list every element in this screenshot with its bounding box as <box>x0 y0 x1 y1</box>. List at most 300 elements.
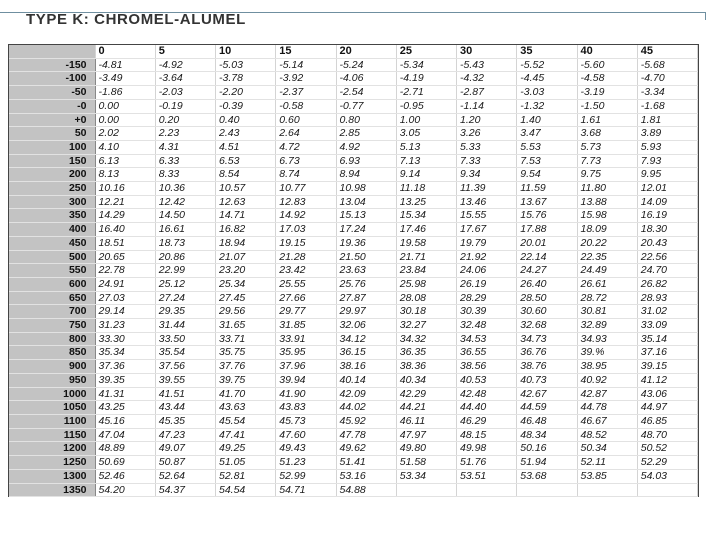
table-cell: 15.76 <box>517 209 577 223</box>
table-cell: -4.45 <box>517 72 577 86</box>
table-cell: 18.51 <box>95 236 155 250</box>
table-cell: -4.32 <box>457 72 517 86</box>
table-row <box>9 72 698 86</box>
table-cell: 4.92 <box>336 140 396 154</box>
table-cell: 14.92 <box>276 209 336 223</box>
table-cell: 14.50 <box>155 209 215 223</box>
table-row <box>9 127 698 141</box>
table-header-row <box>9 45 698 58</box>
table-cell: 20.43 <box>637 236 697 250</box>
table-cell: -4.58 <box>577 72 637 86</box>
column-header: 20 <box>336 45 396 58</box>
table-row <box>9 195 698 209</box>
table-cell: 16.40 <box>95 223 155 237</box>
table-cell: 23.20 <box>216 264 276 278</box>
table-cell: 19.36 <box>336 236 396 250</box>
table-cell: 25.34 <box>216 277 276 291</box>
table-cell: 28.50 <box>517 291 577 305</box>
table-cell: 32.89 <box>577 319 637 333</box>
table-cell: 53.16 <box>336 469 396 483</box>
table-cell: 34.93 <box>577 332 637 346</box>
table-cell: 22.99 <box>155 264 215 278</box>
table-cell: 49.43 <box>276 442 336 456</box>
row-header: -150 <box>9 58 95 72</box>
table-cell: 12.83 <box>276 195 336 209</box>
table-cell: 36.76 <box>517 346 577 360</box>
table-cell: 40.14 <box>336 373 396 387</box>
table-cell: 8.74 <box>276 168 336 182</box>
table-cell: 27.87 <box>336 291 396 305</box>
table-cell: 10.77 <box>276 182 336 196</box>
table-cell: 13.88 <box>577 195 637 209</box>
table-cell: 7.33 <box>457 154 517 168</box>
table-cell: 25.76 <box>336 277 396 291</box>
table-cell: 15.55 <box>457 209 517 223</box>
table-cell: 44.97 <box>637 401 697 415</box>
table-cell: -5.24 <box>336 58 396 72</box>
table-cell: 40.73 <box>517 373 577 387</box>
table-cell: 1.81 <box>637 113 697 127</box>
table-cell: 24.70 <box>637 264 697 278</box>
table-cell: -1.50 <box>577 99 637 113</box>
table-cell: 25.98 <box>396 277 456 291</box>
table-cell: 51.76 <box>457 456 517 470</box>
table-cell: -2.87 <box>457 86 517 100</box>
column-header: 10 <box>216 45 276 58</box>
table-cell: -1.32 <box>517 99 577 113</box>
table-cell: 7.73 <box>577 154 637 168</box>
table-cell: 40.92 <box>577 373 637 387</box>
table-cell: 45.35 <box>155 414 215 428</box>
table-cell: 15.98 <box>577 209 637 223</box>
table-cell: 9.34 <box>457 168 517 182</box>
column-header: 45 <box>637 45 697 58</box>
table-row <box>9 140 698 154</box>
table-row <box>9 250 698 264</box>
column-header: 30 <box>457 45 517 58</box>
column-header: 35 <box>517 45 577 58</box>
table-row <box>9 346 698 360</box>
table-cell: 36.35 <box>396 346 456 360</box>
table-cell: 54.03 <box>637 469 697 483</box>
table-cell: -4.81 <box>95 58 155 72</box>
table-cell: 45.54 <box>216 414 276 428</box>
table-cell: -3.49 <box>95 72 155 86</box>
row-header: 550 <box>9 264 95 278</box>
table-cell: 2.23 <box>155 127 215 141</box>
table-cell: 44.78 <box>577 401 637 415</box>
table-cell: 44.02 <box>336 401 396 415</box>
table-cell: 51.58 <box>396 456 456 470</box>
table-cell: 27.45 <box>216 291 276 305</box>
frame-right-tick <box>705 12 706 20</box>
row-header: 500 <box>9 250 95 264</box>
table-cell: 8.33 <box>155 168 215 182</box>
table-cell: 33.91 <box>276 332 336 346</box>
table-cell: -5.60 <box>577 58 637 72</box>
table-cell: 50.52 <box>637 442 697 456</box>
table-cell: 52.46 <box>95 469 155 483</box>
table-cell: 27.24 <box>155 291 215 305</box>
table-cell: 37.76 <box>216 360 276 374</box>
table-cell: 6.53 <box>216 154 276 168</box>
table-cell: 54.37 <box>155 483 215 497</box>
table-row <box>9 264 698 278</box>
table-cell: -4.06 <box>336 72 396 86</box>
table-cell: 39.35 <box>95 373 155 387</box>
table-cell: 13.46 <box>457 195 517 209</box>
table-cell: 1.20 <box>457 113 517 127</box>
table-cell: 52.99 <box>276 469 336 483</box>
table-cell: 29.14 <box>95 305 155 319</box>
table-cell: 53.51 <box>457 469 517 483</box>
table-cell: 48.89 <box>95 442 155 456</box>
table-row <box>9 277 698 291</box>
table-cell: 43.83 <box>276 401 336 415</box>
table-cell: 52.11 <box>577 456 637 470</box>
table-cell: 17.03 <box>276 223 336 237</box>
table-cell: 35.95 <box>276 346 336 360</box>
row-header: 250 <box>9 182 95 196</box>
table-cell: 11.59 <box>517 182 577 196</box>
table-cell: 30.18 <box>396 305 456 319</box>
table-cell: 13.25 <box>396 195 456 209</box>
table-cell: 39.55 <box>155 373 215 387</box>
table-cell: 42.09 <box>336 387 396 401</box>
table-title: TYPE K: CHROMEL-ALUMEL <box>26 11 246 28</box>
table-cell: 47.60 <box>276 428 336 442</box>
table-cell: 43.63 <box>216 401 276 415</box>
table-cell: 52.29 <box>637 456 697 470</box>
table-cell: 21.92 <box>457 250 517 264</box>
table-cell <box>517 483 577 497</box>
table-cell: 6.33 <box>155 154 215 168</box>
row-header: 1100 <box>9 414 95 428</box>
column-header: 0 <box>95 45 155 58</box>
table-row <box>9 154 698 168</box>
table-cell: 50.34 <box>577 442 637 456</box>
table-cell: 39.94 <box>276 373 336 387</box>
table-cell: -2.71 <box>396 86 456 100</box>
table-cell: 38.36 <box>396 360 456 374</box>
table-cell: 49.80 <box>396 442 456 456</box>
table-cell: -5.03 <box>216 58 276 72</box>
table-cell: 52.64 <box>155 469 215 483</box>
table-cell: -0.39 <box>216 99 276 113</box>
table-row <box>9 332 698 346</box>
table-cell: 31.02 <box>637 305 697 319</box>
table-cell: 7.93 <box>637 154 697 168</box>
table-cell: 21.71 <box>396 250 456 264</box>
table-cell: 9.75 <box>577 168 637 182</box>
table-cell: 47.78 <box>336 428 396 442</box>
table-cell: 28.72 <box>577 291 637 305</box>
row-header: 1150 <box>9 428 95 442</box>
row-header: -50 <box>9 86 95 100</box>
row-header: 50 <box>9 127 95 141</box>
row-header: -100 <box>9 72 95 86</box>
table-row <box>9 168 698 182</box>
table-cell: 8.54 <box>216 168 276 182</box>
table-cell: 32.48 <box>457 319 517 333</box>
table-cell: 46.11 <box>396 414 456 428</box>
table-cell: -2.37 <box>276 86 336 100</box>
table-row <box>9 360 698 374</box>
table-cell: 30.81 <box>577 305 637 319</box>
row-header: 650 <box>9 291 95 305</box>
table-cell: 34.32 <box>396 332 456 346</box>
table-cell: -1.68 <box>637 99 697 113</box>
table-cell: 17.24 <box>336 223 396 237</box>
table-cell: 24.91 <box>95 277 155 291</box>
table-cell: 23.63 <box>336 264 396 278</box>
table-cell: -3.03 <box>517 86 577 100</box>
table-cell: 45.92 <box>336 414 396 428</box>
table-cell: 19.58 <box>396 236 456 250</box>
table-cell: 37.16 <box>637 346 697 360</box>
table-cell: -5.52 <box>517 58 577 72</box>
row-header: 200 <box>9 168 95 182</box>
table-cell <box>577 483 637 497</box>
table-cell: 0.20 <box>155 113 215 127</box>
row-header: 400 <box>9 223 95 237</box>
table-cell: 49.62 <box>336 442 396 456</box>
table-cell: 34.12 <box>336 332 396 346</box>
table-cell: 41.51 <box>155 387 215 401</box>
table-cell: 0.80 <box>336 113 396 127</box>
thermocouple-table <box>9 45 698 497</box>
table-cell: 51.41 <box>336 456 396 470</box>
table-cell: 51.23 <box>276 456 336 470</box>
table-cell: 50.69 <box>95 456 155 470</box>
table-cell: 7.53 <box>517 154 577 168</box>
table-cell: 20.22 <box>577 236 637 250</box>
table-cell: 0.40 <box>216 113 276 127</box>
table-cell: 35.75 <box>216 346 276 360</box>
table-cell: 37.96 <box>276 360 336 374</box>
table-cell: 4.72 <box>276 140 336 154</box>
table-cell: -0.19 <box>155 99 215 113</box>
table-cell: 31.23 <box>95 319 155 333</box>
table-cell: 35.34 <box>95 346 155 360</box>
table-cell: 38.56 <box>457 360 517 374</box>
table-body <box>9 45 698 497</box>
table-cell: 6.93 <box>336 154 396 168</box>
table-cell: -5.43 <box>457 58 517 72</box>
table-cell: 28.08 <box>396 291 456 305</box>
table-row <box>9 305 698 319</box>
table-cell: 26.82 <box>637 277 697 291</box>
table-row <box>9 414 698 428</box>
table-cell: 10.16 <box>95 182 155 196</box>
table-cell: 5.53 <box>517 140 577 154</box>
table-cell: -4.19 <box>396 72 456 86</box>
table-cell: -4.92 <box>155 58 215 72</box>
table-row <box>9 209 698 223</box>
table-cell: 5.33 <box>457 140 517 154</box>
table-cell: 9.14 <box>396 168 456 182</box>
table-cell: 11.39 <box>457 182 517 196</box>
table-cell: 14.09 <box>637 195 697 209</box>
table-cell: 41.12 <box>637 373 697 387</box>
table-row <box>9 223 698 237</box>
table-cell: 22.78 <box>95 264 155 278</box>
table-cell: 40.34 <box>396 373 456 387</box>
row-header: 350 <box>9 209 95 223</box>
table-cell: 41.90 <box>276 387 336 401</box>
table-cell: 52.81 <box>216 469 276 483</box>
table-cell: 3.68 <box>577 127 637 141</box>
table-cell: 10.98 <box>336 182 396 196</box>
table-cell: 42.48 <box>457 387 517 401</box>
table-cell: 2.43 <box>216 127 276 141</box>
table-cell: 10.57 <box>216 182 276 196</box>
table-cell: 41.70 <box>216 387 276 401</box>
table-cell: 12.42 <box>155 195 215 209</box>
row-header: 100 <box>9 140 95 154</box>
table-cell: 53.68 <box>517 469 577 483</box>
table-cell <box>457 483 517 497</box>
thermocouple-table-container <box>8 44 699 497</box>
table-cell: 40.53 <box>457 373 517 387</box>
table-cell: 13.67 <box>517 195 577 209</box>
header-corner <box>9 45 95 58</box>
table-cell: 3.26 <box>457 127 517 141</box>
table-cell: 28.29 <box>457 291 517 305</box>
table-cell: 26.19 <box>457 277 517 291</box>
table-cell: 47.23 <box>155 428 215 442</box>
table-cell: 4.10 <box>95 140 155 154</box>
table-cell: 20.01 <box>517 236 577 250</box>
table-cell: 37.36 <box>95 360 155 374</box>
column-header: 25 <box>396 45 456 58</box>
table-cell: 51.94 <box>517 456 577 470</box>
table-row <box>9 401 698 415</box>
table-cell: -2.20 <box>216 86 276 100</box>
table-cell: 14.29 <box>95 209 155 223</box>
table-row <box>9 99 698 113</box>
table-cell: 3.47 <box>517 127 577 141</box>
table-cell: 33.71 <box>216 332 276 346</box>
table-cell: 19.15 <box>276 236 336 250</box>
table-cell: 20.65 <box>95 250 155 264</box>
table-cell: 24.49 <box>577 264 637 278</box>
table-cell: 16.61 <box>155 223 215 237</box>
table-cell: 9.95 <box>637 168 697 182</box>
row-header: -0 <box>9 99 95 113</box>
table-cell: 50.16 <box>517 442 577 456</box>
row-header: 1050 <box>9 401 95 415</box>
table-cell: 6.73 <box>276 154 336 168</box>
table-cell: 21.07 <box>216 250 276 264</box>
table-cell: 5.73 <box>577 140 637 154</box>
table-cell: 12.01 <box>637 182 697 196</box>
table-cell: 4.31 <box>155 140 215 154</box>
table-row <box>9 113 698 127</box>
table-cell: 36.55 <box>457 346 517 360</box>
table-cell: 18.09 <box>577 223 637 237</box>
table-cell: 39.% <box>577 346 637 360</box>
table-cell: 37.56 <box>155 360 215 374</box>
table-cell: 31.44 <box>155 319 215 333</box>
table-cell: 34.53 <box>457 332 517 346</box>
table-cell: 18.30 <box>637 223 697 237</box>
table-row <box>9 373 698 387</box>
table-cell: 28.93 <box>637 291 697 305</box>
row-header: 950 <box>9 373 95 387</box>
table-cell: 53.85 <box>577 469 637 483</box>
table-cell: 21.50 <box>336 250 396 264</box>
table-cell: -3.64 <box>155 72 215 86</box>
table-cell: 36.15 <box>336 346 396 360</box>
table-cell: -2.03 <box>155 86 215 100</box>
table-cell: 47.04 <box>95 428 155 442</box>
table-cell: 49.98 <box>457 442 517 456</box>
table-cell: -3.34 <box>637 86 697 100</box>
table-cell: 20.86 <box>155 250 215 264</box>
table-row <box>9 236 698 250</box>
table-cell: 0.00 <box>95 113 155 127</box>
table-cell: 35.14 <box>637 332 697 346</box>
table-row <box>9 291 698 305</box>
row-header: 1250 <box>9 456 95 470</box>
table-cell: 49.25 <box>216 442 276 456</box>
table-cell: 46.29 <box>457 414 517 428</box>
table-cell: 44.21 <box>396 401 456 415</box>
table-cell: 15.13 <box>336 209 396 223</box>
table-cell: 31.65 <box>216 319 276 333</box>
table-cell: 48.52 <box>577 428 637 442</box>
row-header: +0 <box>9 113 95 127</box>
table-cell: 33.30 <box>95 332 155 346</box>
table-cell: 27.03 <box>95 291 155 305</box>
table-cell: 29.56 <box>216 305 276 319</box>
table-cell: -5.14 <box>276 58 336 72</box>
table-cell: 23.84 <box>396 264 456 278</box>
table-cell: 31.85 <box>276 319 336 333</box>
table-cell: 45.73 <box>276 414 336 428</box>
table-cell: 3.05 <box>396 127 456 141</box>
table-cell <box>396 483 456 497</box>
table-cell: 27.66 <box>276 291 336 305</box>
table-cell: 48.15 <box>457 428 517 442</box>
table-cell: 46.67 <box>577 414 637 428</box>
row-header: 900 <box>9 360 95 374</box>
table-cell: -0.58 <box>276 99 336 113</box>
table-cell: -0.95 <box>396 99 456 113</box>
table-cell: -3.92 <box>276 72 336 86</box>
table-row <box>9 456 698 470</box>
table-cell: 22.14 <box>517 250 577 264</box>
table-cell: 30.60 <box>517 305 577 319</box>
table-cell: 41.31 <box>95 387 155 401</box>
table-cell: -5.68 <box>637 58 697 72</box>
table-cell: 34.73 <box>517 332 577 346</box>
table-cell: 39.15 <box>637 360 697 374</box>
table-cell: 3.89 <box>637 127 697 141</box>
table-cell: 38.76 <box>517 360 577 374</box>
table-row <box>9 428 698 442</box>
table-cell: 1.40 <box>517 113 577 127</box>
table-cell: 5.93 <box>637 140 697 154</box>
table-cell: -3.19 <box>577 86 637 100</box>
table-cell: 2.85 <box>336 127 396 141</box>
table-cell: 22.35 <box>577 250 637 264</box>
table-cell: -2.54 <box>336 86 396 100</box>
table-cell: 0.60 <box>276 113 336 127</box>
table-cell: 46.85 <box>637 414 697 428</box>
table-cell: -0.77 <box>336 99 396 113</box>
